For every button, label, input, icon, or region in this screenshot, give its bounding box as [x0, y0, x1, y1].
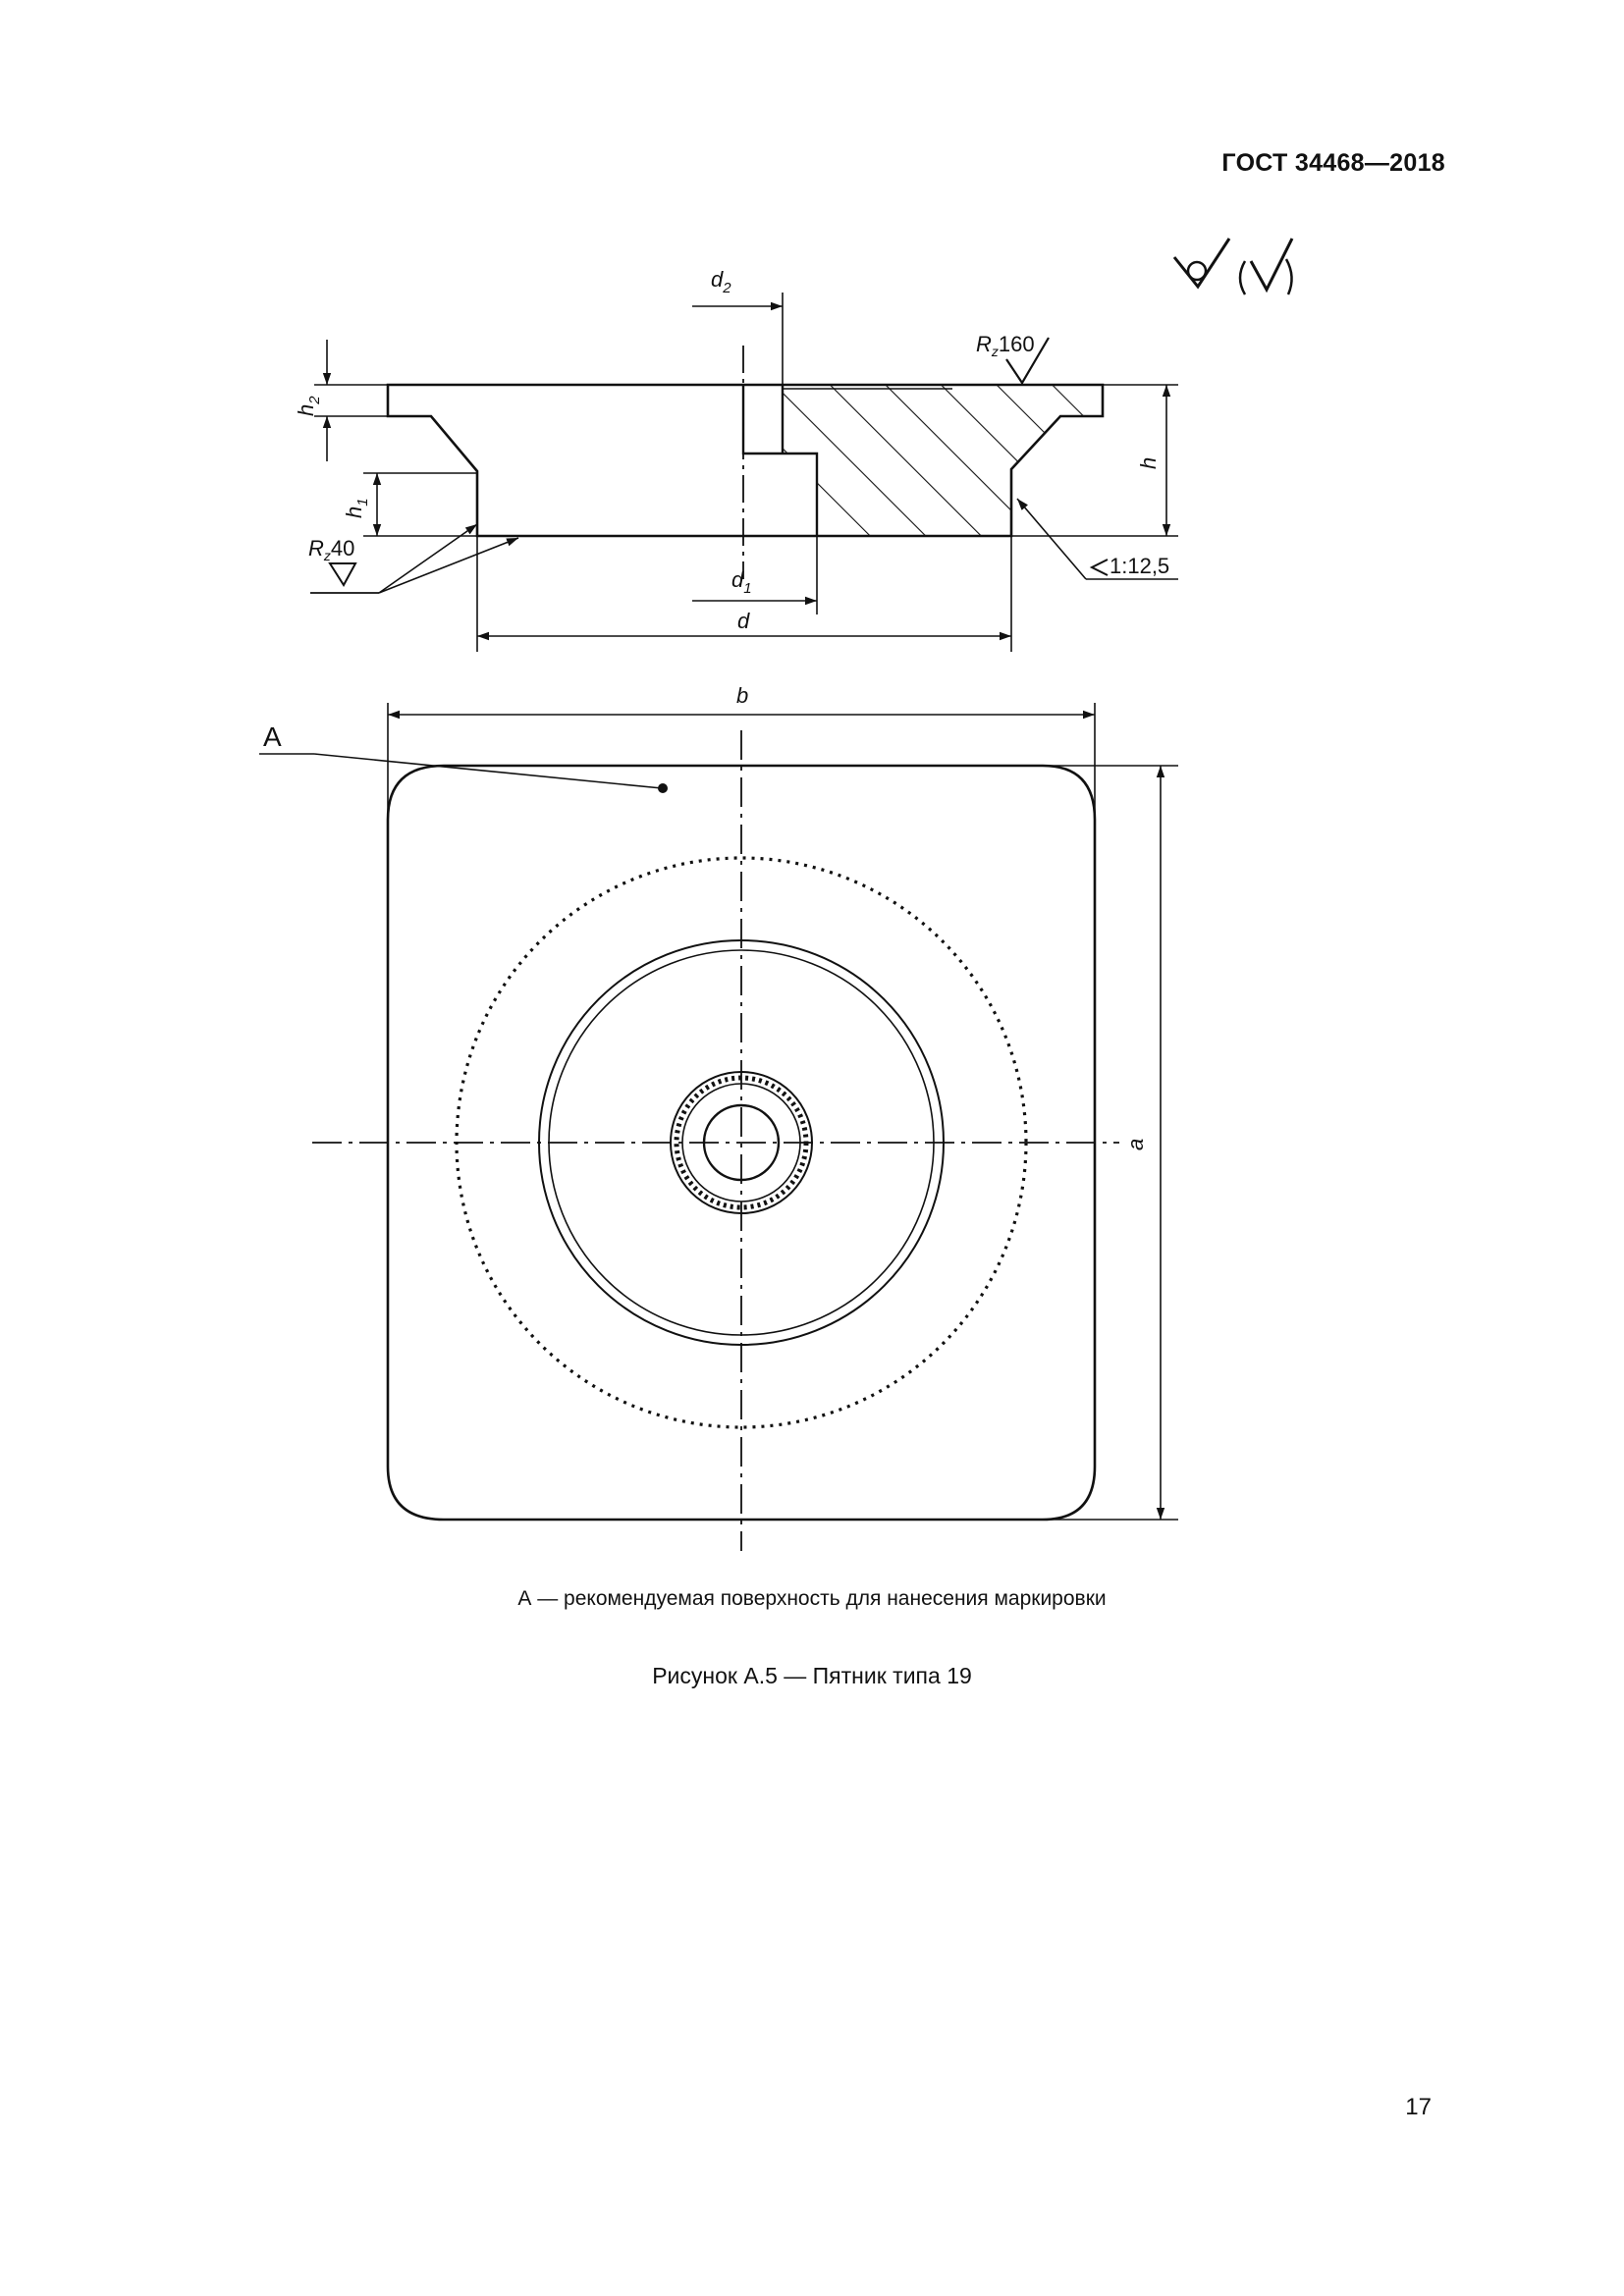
svg-text:Rz40: $R_z40$	[308, 536, 355, 563]
svg-text:h2: $h_2$	[294, 396, 323, 416]
plan-view	[259, 683, 1178, 1551]
dim-label-d1: d	[731, 567, 744, 592]
section-view	[294, 267, 1178, 652]
taper-label: 1:12,5	[1110, 554, 1170, 578]
dim-label-d: d	[737, 609, 750, 633]
roughness-basic-in-parentheses-icon	[1240, 239, 1292, 294]
dim-label-a: a	[1123, 1138, 1148, 1150]
figure-caption: Рисунок А.5 — Пятник типа 19	[652, 1663, 972, 1688]
roughness-not-machined-icon	[1174, 239, 1229, 287]
svg-text:d2: $d_2$	[711, 267, 731, 296]
figure-legend: А — рекомендуемая поверхность для нанесения маркировки	[517, 1587, 1107, 1610]
dim-label-h2: h	[294, 403, 318, 416]
dim-label-d2: d	[711, 267, 724, 292]
rz40-label: R	[308, 536, 324, 561]
dim-label-h: h	[1136, 456, 1161, 469]
surface-roughness-symbol	[1174, 239, 1292, 294]
svg-text:d1: $d_1$	[731, 567, 752, 597]
svg-text:h1: $h_1$	[342, 498, 371, 518]
page-number: 17	[1405, 2094, 1432, 2120]
dim-label-h1: h	[342, 506, 366, 518]
dim-label-b: b	[736, 683, 749, 708]
section-hatch	[783, 385, 1103, 536]
svg-text:Rz160: $R_z160$	[976, 332, 1035, 359]
marking-point	[658, 783, 668, 793]
document-header: ГОСТ 34468—2018	[1221, 149, 1445, 177]
marking-surface-label: А	[263, 721, 282, 752]
rz160-label: R	[976, 332, 992, 356]
